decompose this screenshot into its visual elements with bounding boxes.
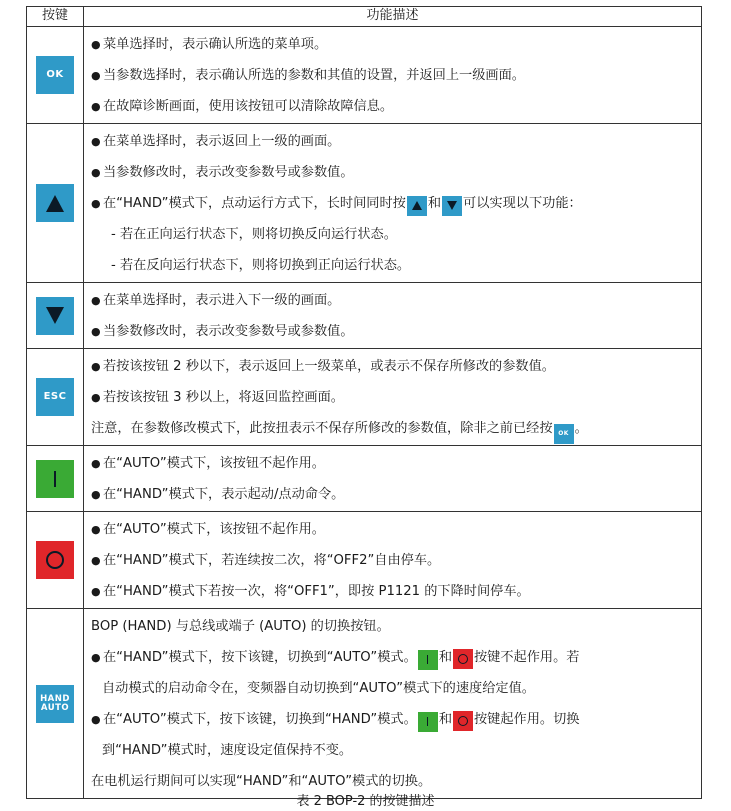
stop-inline-icon [453, 711, 473, 731]
desc-note: 注意，在参数修改模式下，此按扭表示不保存所修改的参数值，除非之前已经按 OK 。 [91, 414, 695, 445]
desc-line: ● 当参数修改时，表示改变参数号或参数值。 [91, 158, 695, 189]
ok-inline-icon: OK [554, 424, 574, 444]
header-key: 按键 [27, 7, 84, 27]
up-arrow-inline-icon [407, 196, 427, 216]
desc-line: ● 在故障诊断画面，使用该按钮可以清除故障信息。 [91, 92, 695, 123]
esc-key-icon: ESC [36, 378, 74, 416]
description-cell [84, 349, 702, 446]
key-description-table-container [26, 6, 702, 799]
table-row-hand-auto [27, 609, 702, 799]
desc-line: ● 当参数选择时，表示确认所选的参数和其值的设置，并返回上一级画面。 [91, 61, 695, 92]
bullet-icon: ● [91, 554, 101, 567]
table-row-down [27, 283, 702, 349]
bullet-icon: ● [91, 391, 101, 404]
desc-line: ● 当参数修改时，表示改变参数号或参数值。 [91, 317, 695, 348]
header-description: 功能描述 [84, 7, 702, 27]
table-row-esc [27, 349, 702, 446]
key-cell [27, 349, 84, 446]
description-cell [84, 446, 702, 512]
key-cell [27, 124, 84, 283]
desc-subline: - 若在反向运行状态下，则将切换到正向运行状态。 [111, 258, 411, 273]
down-arrow-key-icon [36, 297, 74, 335]
desc-line: ● 若按该按钮 3 秒以上，将返回监控画面。 [91, 383, 695, 414]
stop-key-icon [36, 541, 74, 579]
desc-intro: BOP (HAND) 与总线或端子 (AUTO) 的切换按钮。 [91, 619, 390, 634]
desc-line: ● 在菜单选择时，表示返回上一级的画面。 [91, 127, 695, 158]
desc-line: ● 在“HAND”模式下若按一次，将“OFF1”，即按 P1121 的下降时间停车。 [91, 577, 695, 608]
description-cell [84, 609, 702, 799]
desc-subline: - 若在正向运行状态下，则将切换反向运行状态。 [111, 227, 397, 242]
desc-line: ● 若按该按钮 2 秒以下，表示返回上一级菜单，或表示不保存所修改的参数值。 [91, 352, 695, 383]
desc-line: ● 菜单选择时，表示确认所选的菜单项。 [91, 30, 695, 61]
bullet-icon: ● [91, 651, 101, 664]
start-inline-icon [418, 712, 438, 732]
desc-continuation: 到“HAND”模式时，速度设定值保持不变。 [102, 743, 353, 758]
desc-line: ● 在菜单选择时，表示进入下一级的画面。 [91, 286, 695, 317]
table-row-ok [27, 27, 702, 124]
key-cell [27, 283, 84, 349]
description-cell [84, 283, 702, 349]
ok-key-icon: OK [36, 56, 74, 94]
desc-line: ● 在“HAND”模式下，点动运行方式下，长时间同时按 和 可以实现以下功能： [91, 189, 695, 220]
start-inline-icon [418, 650, 438, 670]
desc-line: ● 在“HAND”模式下，按下该键，切换到“AUTO”模式。 和 按键不起作用。若 [91, 643, 695, 674]
bullet-icon: ● [91, 197, 101, 210]
bullet-icon: ● [91, 166, 101, 179]
description-cell [84, 124, 702, 283]
table-row-up [27, 124, 702, 283]
bullet-icon: ● [91, 69, 101, 82]
hand-auto-key-icon: HAND AUTO [36, 685, 74, 723]
table-row-stop [27, 512, 702, 609]
bullet-icon: ● [91, 325, 101, 338]
desc-line: ● 在“AUTO”模式下，该按钮不起作用。 [91, 515, 695, 546]
table-header-row [27, 7, 702, 27]
desc-footnote: 在电机运行期间可以实现“HAND”和“AUTO”模式的切换。 [91, 774, 432, 789]
bullet-icon: ● [91, 457, 101, 470]
stop-inline-icon [453, 649, 473, 669]
key-cell [27, 609, 84, 799]
up-arrow-key-icon [36, 184, 74, 222]
bullet-icon: ● [91, 38, 101, 51]
desc-line: ● 在“AUTO”模式下，该按钮不起作用。 [91, 449, 695, 480]
desc-continuation: 自动模式的启动命令在，变频器自动切换到“AUTO”模式下的速度给定值。 [102, 681, 535, 696]
desc-line: ● 在“HAND”模式下，表示起动/点动命令。 [91, 480, 695, 511]
key-cell [27, 446, 84, 512]
down-arrow-inline-icon [442, 196, 462, 216]
bullet-icon: ● [91, 585, 101, 598]
description-cell [84, 27, 702, 124]
table-row-start [27, 446, 702, 512]
key-cell [27, 512, 84, 609]
desc-line: ● 在“AUTO”模式下，按下该键，切换到“HAND”模式。 和 按键起作用。切换 [91, 705, 695, 736]
bullet-icon: ● [91, 488, 101, 501]
key-description-table [26, 6, 702, 799]
table-caption: 表 2 BOP-2 的按键描述 [296, 794, 435, 809]
bullet-icon: ● [91, 523, 101, 536]
description-cell [84, 512, 702, 609]
bullet-icon: ● [91, 135, 101, 148]
key-cell [27, 27, 84, 124]
bullet-icon: ● [91, 360, 101, 373]
desc-line: ● 在“HAND”模式下，若连续按二次，将“OFF2”自由停车。 [91, 546, 695, 577]
bullet-icon: ● [91, 294, 101, 307]
bullet-icon: ● [91, 713, 101, 726]
bullet-icon: ● [91, 100, 101, 113]
start-key-icon [36, 460, 74, 498]
